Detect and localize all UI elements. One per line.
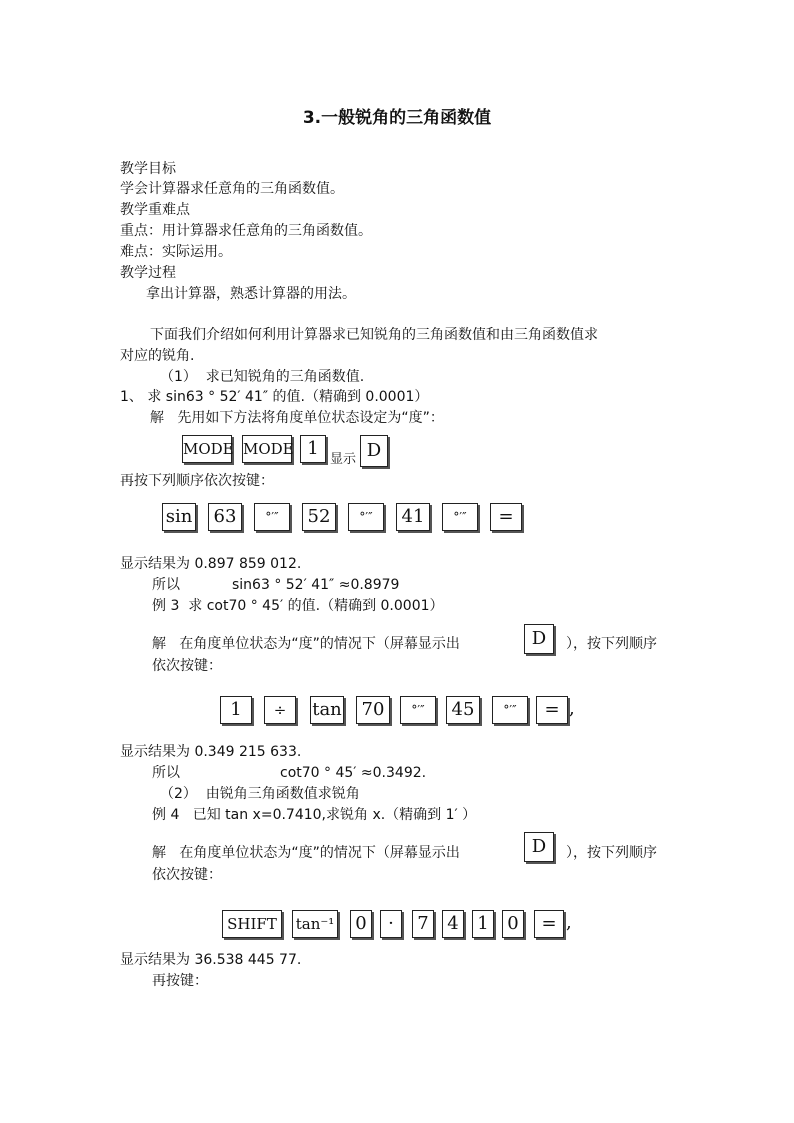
digit-key: 45 [446, 696, 480, 724]
tan-inverse-key-row [222, 910, 582, 938]
page-title: 3.一般锐角的三角函数值 [302, 108, 492, 128]
equals-key: = [490, 503, 522, 531]
section-1-heading: （1） 求已知锐角的三角函数值. [160, 369, 365, 385]
digit-key: 1 [300, 435, 326, 463]
dms-key: °′″ [442, 503, 478, 531]
therefore-label-1: 所以 [152, 577, 180, 593]
decimal-key: · [380, 910, 402, 938]
example-4-solution-cont: ），按下列顺序 [566, 845, 657, 861]
press-keys-text: 再按下列顺序依次按键： [120, 473, 274, 489]
therefore-label-3: 所以 [152, 765, 180, 781]
dms-key: °′″ [400, 696, 436, 724]
objective-text: 学会计算器求任意角的三角函数值。 [120, 181, 344, 197]
example-1-solution: 解 先用如下方法将角度单位状态设定为“度”： [150, 410, 444, 426]
key-point-text: 重点：用计算器求任意角的三角函数值。 [120, 223, 372, 239]
shift-key: SHIFT [222, 910, 282, 938]
result-1: 显示结果为 0.897 859 012. [120, 556, 302, 572]
answer-1: sin63 ° 52′ 41″ ≈0.8979 [232, 577, 400, 593]
display-indicator: D [524, 832, 554, 862]
example-1-question: 1、 求 sin63 ° 52′ 41″ 的值.（精确到 0.0001） [120, 389, 429, 405]
digit-key: 0 [350, 910, 372, 938]
example-3-solution-cont: ），按下列顺序 [566, 636, 657, 652]
example-3-solution: 解 在角度单位状态为“度”的情况下（屏幕显示出 [152, 636, 460, 652]
cot-key-row [220, 696, 580, 724]
sin-key-row [162, 503, 512, 531]
example-4-solution: 解 在角度单位状态为“度”的情况下（屏幕显示出 [152, 845, 460, 861]
equals-key: = [536, 696, 568, 724]
tan-key: tan [310, 696, 344, 724]
difficulty-text: 难点：实际运用。 [120, 244, 232, 260]
dms-key: °′″ [348, 503, 384, 531]
heading-objectives: 教学目标 [120, 161, 176, 177]
display-indicator: D [524, 624, 554, 654]
display-indicator: D [360, 435, 388, 467]
answer-3: cot70 ° 45′ ≈0.3492. [280, 765, 427, 781]
mode-key-row [182, 435, 402, 467]
digit-key: 7 [412, 910, 434, 938]
equals-key: = [534, 910, 564, 938]
digit-key: 52 [302, 503, 336, 531]
comma: , [566, 912, 572, 933]
mode-key: MODE [242, 435, 292, 463]
divide-key: ÷ [264, 696, 296, 724]
press-keys-text: 依次按键： [152, 658, 222, 674]
heading-key-points: 教学重难点 [120, 202, 190, 218]
digit-key: 4 [442, 910, 464, 938]
digit-key: 41 [396, 503, 430, 531]
digit-key: 0 [502, 910, 524, 938]
dms-key: °′″ [254, 503, 290, 531]
digit-key: 1 [472, 910, 494, 938]
display-label: 显示 [330, 452, 357, 467]
sin-key: sin [162, 503, 196, 531]
section-2-heading: （2） 由锐角三角函数值求锐角 [160, 786, 360, 802]
heading-process: 教学过程 [120, 265, 176, 281]
press-again-text: 再按键： [152, 973, 208, 989]
mode-key: MODE [182, 435, 232, 463]
intro-text-2: 对应的锐角. [120, 348, 195, 364]
press-keys-text: 依次按键： [152, 867, 222, 883]
tan-inverse-key: tan⁻¹ [292, 910, 338, 938]
example-4-question: 例 4 已知 tan x=0.7410,求锐角 x.（精确到 1′ ） [152, 807, 477, 823]
process-text: 拿出计算器，熟悉计算器的用法。 [146, 286, 356, 302]
digit-key: 1 [220, 696, 252, 724]
comma: , [569, 698, 575, 719]
result-4: 显示结果为 36.538 445 77. [120, 952, 302, 968]
result-3: 显示结果为 0.349 215 633. [120, 744, 302, 760]
digit-key: 70 [356, 696, 390, 724]
example-3-question: 例 3 求 cot70 ° 45′ 的值.（精确到 0.0001） [152, 598, 444, 614]
intro-text-1: 下面我们介绍如何利用计算器求已知锐角的三角函数值和由三角函数值求 [150, 327, 598, 343]
digit-key: 63 [208, 503, 242, 531]
dms-key: °′″ [492, 696, 528, 724]
